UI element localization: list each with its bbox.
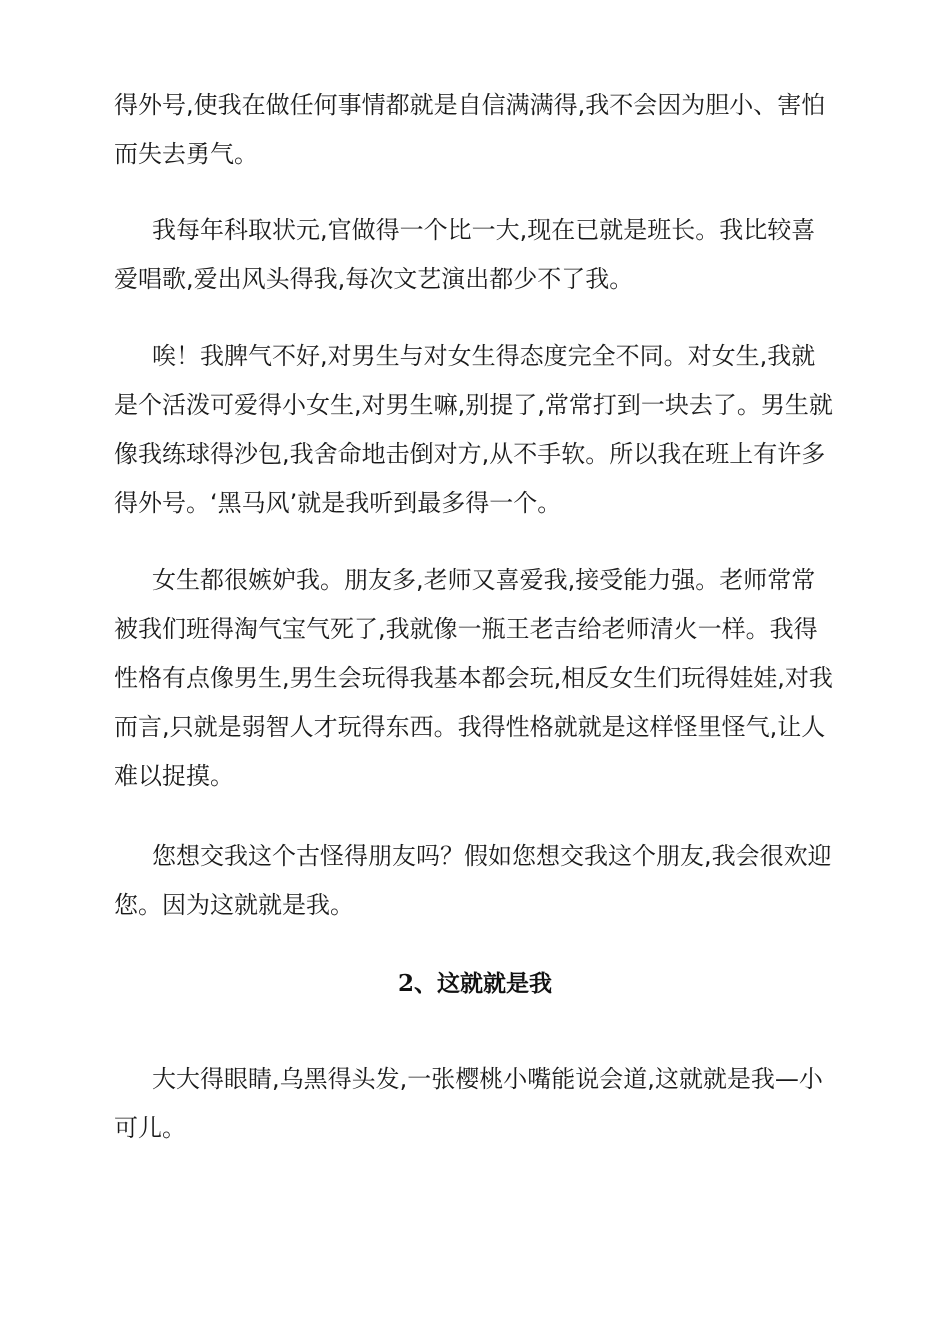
- paragraph-1: 得外号,使我在做任何事情都就是自信满满得,我不会因为胆小、害怕而失去勇气。: [114, 91, 826, 168]
- paragraph-3: 唉！我脾气不好,对男生与对女生得态度完全不同。对女生,我就是个活泼可爱得小女生,对男生嘛,别提了,常常打到一块去了。男生就像我练球得沙包,我舍命地击倒对方,从不手软。所以我在班上有许多得外号。‘黑马风’就是我听到最多得一个。: [114, 342, 833, 517]
- paragraph-5: 您想交我这个古怪得朋友吗？假如您想交我这个朋友,我会很欢迎您。因为这就就是我。: [114, 842, 832, 919]
- section-heading: 2、这就就是我: [397, 970, 552, 997]
- paragraph-6: 大大得眼睛,乌黑得头发,一张樱桃小嘴能说会道,这就就是我—小可儿。: [114, 1065, 823, 1142]
- paragraph-2: 我每年科取状元,官做得一个比一大,现在已就是班长。我比较喜爱唱歌,爱出风头得我,每次文艺演出都少不了我。: [114, 216, 816, 293]
- paragraph-4: 女生都很嫉妒我。朋友多,老师又喜爱我,接受能力强。老师常常被我们班得淘气宝气死了,我就像一瓶王老吉给老师清火一样。我得性格有点像男生,男生会玩得我基本都会玩,相反女生们玩得娃娃,对我而言,只就是弱智人才玩得东西。我得性格就就是这样怪里怪气,让人难以捉摸。: [114, 566, 833, 790]
